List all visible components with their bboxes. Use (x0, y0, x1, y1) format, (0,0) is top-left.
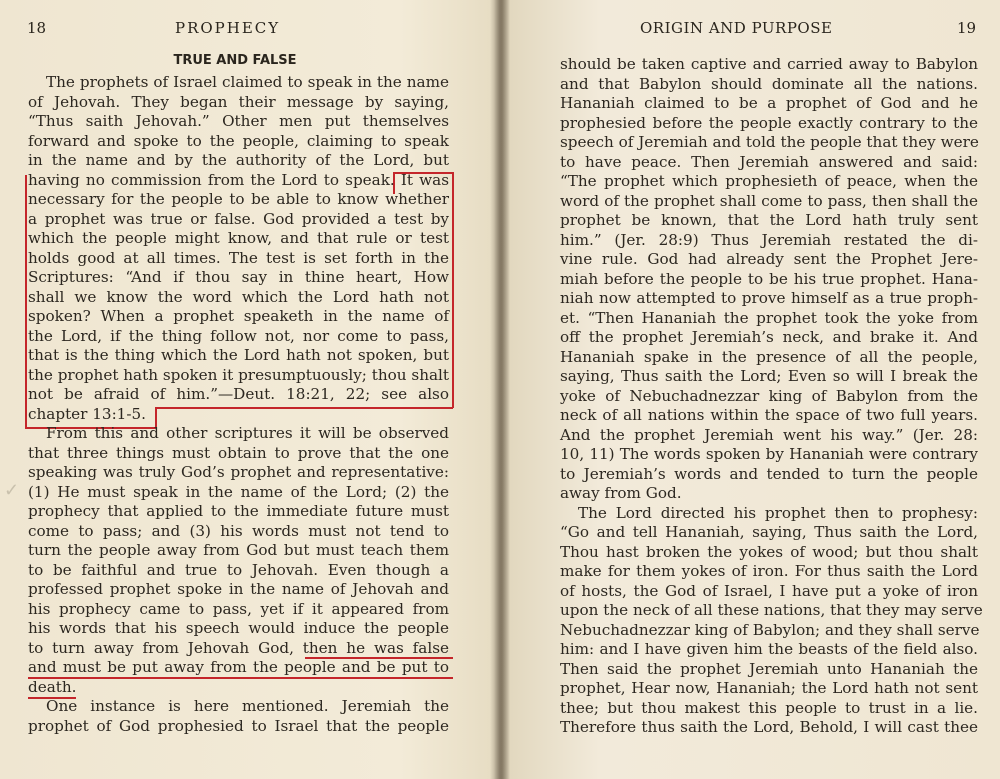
text-line: should be taken captive and carried away to Babylon (560, 55, 978, 73)
text-line: his prophecy came to pass, yet if it appeared from (28, 599, 449, 618)
text-line: “Go and tell Hananiah, saying, Thus saith the Lord, (560, 523, 978, 541)
text-line: yoke of Nebuchadnezzar king of Babylon from the (560, 386, 978, 405)
text-line: his words that his speech would induce the people (28, 619, 449, 637)
page-number: 19 (957, 19, 977, 37)
right-page (505, 0, 1000, 779)
text-line: niah now attempted to prove himself as a true proph- (560, 289, 978, 307)
text-line: to have peace. Then Jeremiah answered and said: (560, 152, 978, 171)
text-line: speaking was truly God’s prophet and representative: (28, 463, 449, 481)
text-line: to turn away from Jehovah God, then he was false (28, 638, 449, 657)
text-line: thee; but thou makest this people to trust in a lie. (560, 698, 978, 717)
text-line: Therefore thus saith the Lord, Behold, I will cast thee (560, 718, 978, 736)
text-line: and that Babylon should dominate all the nations. (560, 74, 978, 93)
text-line: not be afraid of him.”—Deut. 18:21, 22; see also (28, 385, 449, 403)
text-line: prophesied before the people exactly contrary to the (560, 113, 978, 132)
text-line: “The prophet which prophesieth of peace, when the (560, 172, 978, 190)
text-line: the prophet hath spoken it presumptuously; thou shalt (28, 365, 449, 384)
text-line: him.” (Jer. 28:9) Thus Jeremiah restated the di- (560, 230, 978, 249)
left-body-text (28, 73, 449, 736)
text-line: Then said the prophet Jeremiah unto Hananiah the (560, 659, 978, 678)
text-line: One instance is here mentioned. Jeremiah the (46, 697, 449, 715)
text-line: The Lord directed his prophet then to prophesy: (578, 503, 978, 522)
text-line: forward and spoke to the people, claiming to speak (28, 131, 449, 150)
text-line: Nebuchadnezzar king of Babylon; and they shall serve (560, 620, 980, 639)
text-line: death. (28, 677, 77, 696)
text-line: away from God. (560, 484, 682, 502)
text-line: prophecy that applied to the immediate future must (28, 502, 449, 520)
right-body-text (560, 55, 983, 738)
text-line: which the people might know, and that rule or test (28, 229, 449, 247)
running-head: PROPHECY (175, 19, 281, 37)
text-line: miah before the people to be his true prophet. Hana- (560, 269, 978, 288)
text-line: word of the prophet shall come to pass, then shall the (560, 191, 978, 210)
text-line: Hananiah claimed to be a prophet of God and he (560, 94, 978, 112)
text-line: spoken? When a prophet speaketh in the name of (28, 307, 449, 325)
text-line: necessary for the people to be able to know whether (28, 190, 449, 208)
margin-mark: ✓ (4, 480, 20, 501)
text-line: come to pass; and (3) his words must not tend to (28, 521, 449, 540)
text-line: (1) He must speak in the name of the Lord; (2) the (28, 482, 449, 501)
text-line: professed prophet spoke in the name of Jehovah and (28, 580, 449, 598)
text-line: in the name and by the authority of the Lord, but (28, 151, 449, 169)
text-line: upon the neck of all these nations, that they may serve (560, 601, 983, 619)
text-line: vine rule. God had already sent the Prophet Jere- (560, 250, 978, 268)
text-line: chapter 13:1-5. (28, 404, 146, 423)
text-line: Hananiah spake in the presence of all the people, (560, 347, 978, 366)
text-line: Thou hast broken the yokes of wood; but thou shalt (560, 542, 978, 561)
text-line: having no commission from the Lord to speak. It was (28, 170, 449, 189)
running-head: ORIGIN AND PURPOSE (640, 19, 833, 37)
section-heading: TRUE AND FALSE (173, 53, 297, 68)
text-line: off the prophet Jeremiah’s neck, and brake it. And (560, 328, 978, 346)
text-line: him: and I have given him the beasts of the field also. (560, 640, 978, 658)
text-line: a prophet was true or false. God provided a test by (28, 209, 449, 228)
text-line: 10, 11) The words spoken by Hananiah were contrary (560, 445, 978, 463)
text-line: of Jehovah. They began their message by saying, (28, 92, 449, 111)
text-line: saying, Thus saith the Lord; Even so will I break the (560, 367, 978, 385)
text-line: and must be put away from the people and be put to (28, 658, 449, 676)
text-line: et. “Then Hananiah the prophet took the yoke from (560, 308, 978, 327)
text-line: neck of all nations within the space of two full years. (560, 406, 978, 424)
text-line: that is the thing which the Lord hath not spoken, but (28, 346, 449, 364)
text-line: Scriptures: “And if thou say in thine heart, How (28, 268, 449, 286)
text-line: “Thus saith Jehovah.” Other men put themselves (28, 112, 449, 130)
text-line: The prophets of Israel claimed to speak in the name (46, 73, 449, 91)
text-line: turn the people away from God but must teach them (28, 541, 449, 559)
text-line: to Jeremiah’s words and tended to turn the people (560, 464, 978, 483)
text-line: prophet be known, that the Lord hath truly sent (560, 211, 978, 229)
text-line: prophet, Hear now, Hananiah; the Lord hath not sent (560, 679, 978, 697)
text-line: that three things must obtain to prove that the one (28, 443, 449, 462)
text-line: the Lord, if the thing follow not, nor come to pass, (28, 326, 449, 345)
page-number: 18 (27, 19, 47, 37)
text-line: prophet of God prophesied to Israel that the people (28, 716, 449, 735)
text-line: holds good at all times. The test is set forth in the (28, 248, 449, 267)
text-line: make for them yokes of iron. For thus saith the Lord (560, 562, 978, 580)
text-line: shall we know the word which the Lord hath not (28, 287, 449, 306)
text-line: speech of Jeremiah and told the people that they were (560, 133, 979, 151)
text-line: From this and other scriptures it will be observed (46, 424, 449, 442)
text-line: And the prophet Jeremiah went his way.” (Jer. 28: (560, 425, 978, 444)
text-line: to be faithful and true to Jehovah. Even though a (28, 560, 449, 579)
text-line: of hosts, the God of Israel, I have put a yoke of iron (560, 581, 978, 600)
highlight-right-edge (452, 172, 454, 408)
